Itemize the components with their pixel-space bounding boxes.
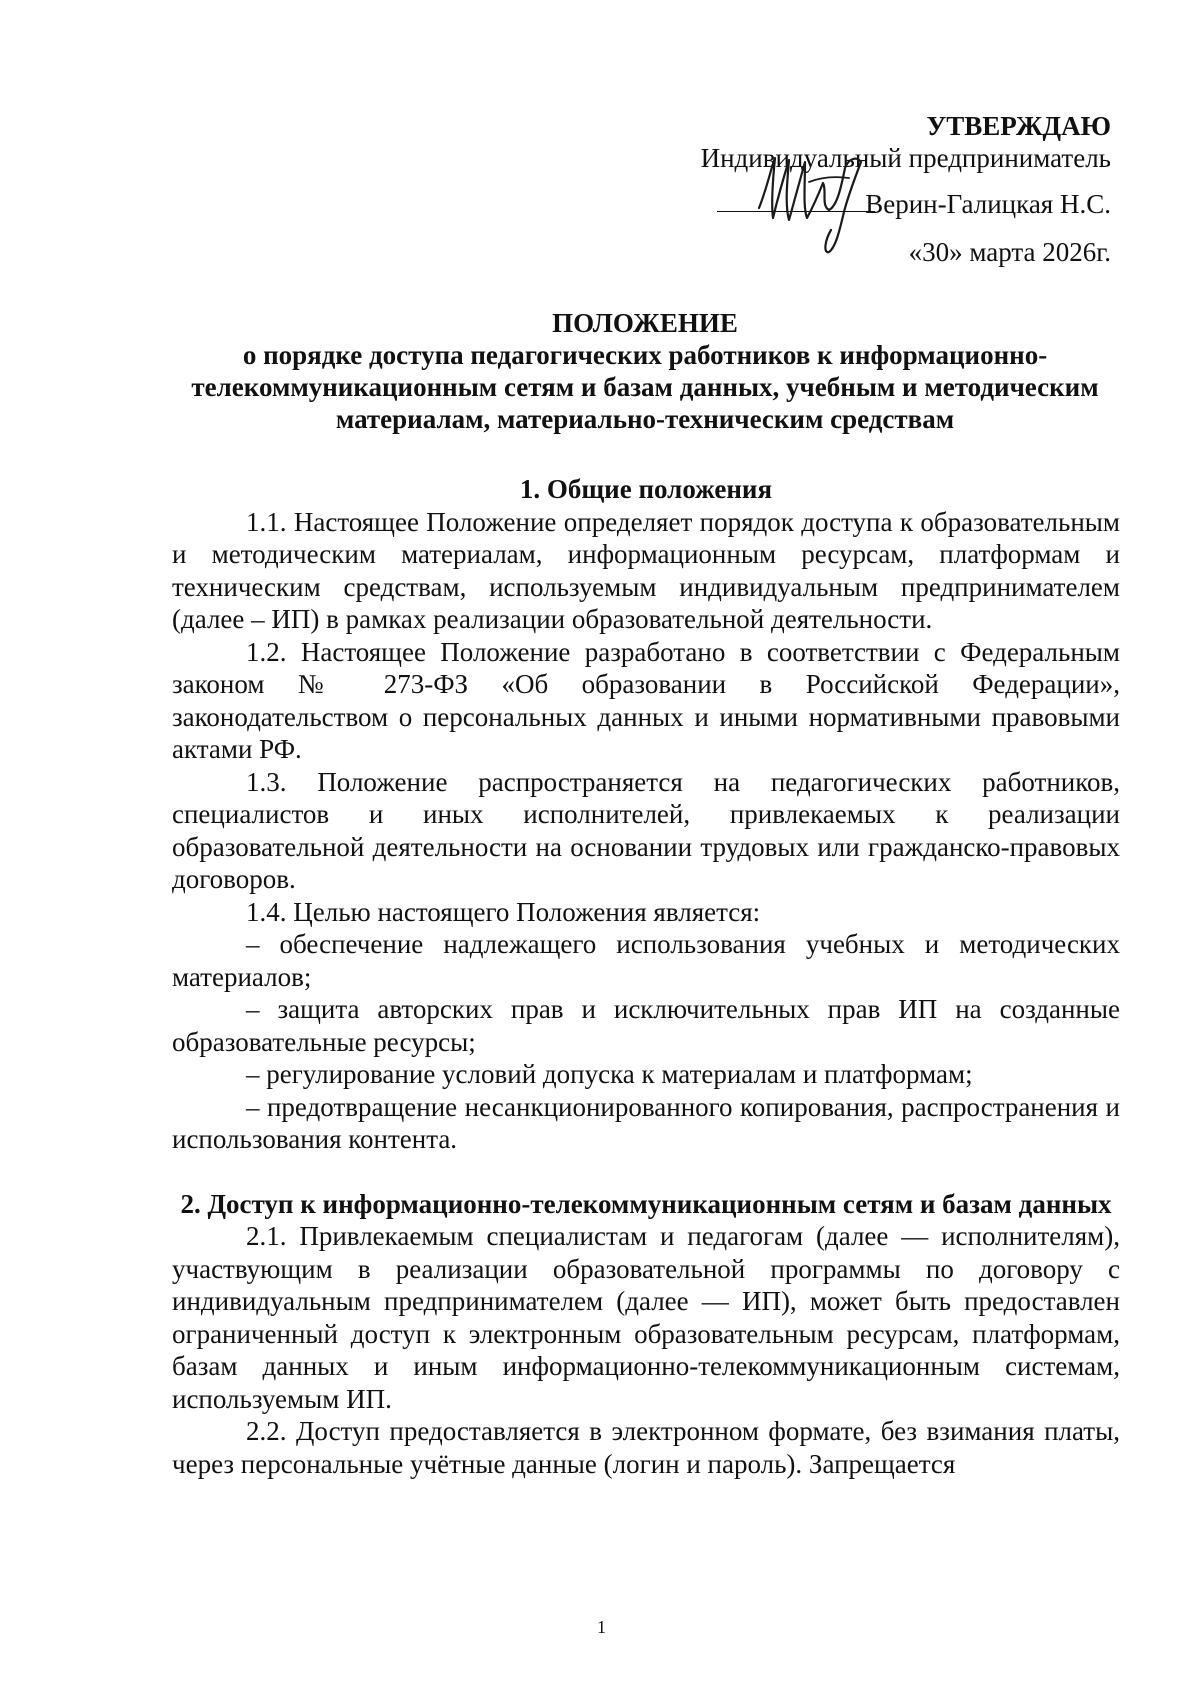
approval-date: «30» марта 2026г. bbox=[908, 237, 1111, 267]
paragraph: 1.4. Целью настоящего Положения является: bbox=[246, 896, 761, 927]
document-title: ПОЛОЖЕНИЕ bbox=[552, 308, 738, 338]
list-item: – защита авторских прав и исключительных прав ИП на созданные образовательные ресурсы; bbox=[172, 994, 1120, 1057]
section-heading: 1. Общие положения bbox=[519, 474, 773, 504]
section-spacer bbox=[172, 1156, 1120, 1188]
approval-title: УТВЕРЖДАЮ bbox=[926, 111, 1111, 141]
list-item: – обеспечение надлежащего использования учебных и методических материалов; bbox=[172, 929, 1120, 992]
paragraph: 1.3. Положение распространяется на педагогических работников, специалистов и иных исполнителей, привлекаемых к реализации образовательной деятельности на основании трудовых или гражданско-правовых договоров. bbox=[172, 766, 1120, 894]
page-number: 1 bbox=[597, 1617, 606, 1637]
list-item: – регулирование условий допуска к материалам и платформам; bbox=[246, 1059, 973, 1089]
handwritten-signature bbox=[749, 148, 879, 258]
signature-line bbox=[631, 174, 1111, 238]
paragraph: 2.2. Доступ предоставляется в электронном формате, без взимания платы, через персональные учётные данные (логин и пароль). Запрещается bbox=[172, 1416, 1120, 1479]
document-subtitle: о порядке доступа педагогических работников к информационно-телекоммуникационным сетям и базам данных, учебным и методическим материалам, материально-техническим средствам bbox=[191, 340, 1099, 434]
approver-position: Индивидуальный предприниматель bbox=[700, 143, 1111, 173]
document-title-block bbox=[170, 307, 1120, 435]
section-heading: 2. Доступ к информационно-телекоммуникационным сетям и базам данных bbox=[180, 1188, 1112, 1219]
approval-block bbox=[631, 110, 1111, 268]
list-item: – предотвращение несанкционированного копирования, распространения и использования контента. bbox=[172, 1091, 1120, 1154]
paragraph: 2.1. Привлекаемым специалистам и педагогам (далее — исполнителям), участвующим в реализации образовательной программы по договору с индивидуальным предпринимателем (далее — ИП), может быть предоставлен ограниченный доступ к электронным образовательным ресурсам, платформам, базам данных и иным информационно-телекоммуникационным системам, используемым ИП. bbox=[172, 1221, 1120, 1414]
signer-name: Верин-Галицкая Н.С. bbox=[865, 189, 1111, 219]
paragraph: 1.1. Настоящее Положение определяет порядок доступа к образовательным и методическим материалам, информационным ресурсам, платформам и техническим средствам, используемым индивидуальным предпринимателем (далее – ИП) в рамках реализации образовательной деятельности. bbox=[172, 506, 1120, 634]
document-body bbox=[172, 473, 1120, 1480]
paragraph: 1.2. Настоящее Положение разработано в соответствии с Федеральным законом № 273-ФЗ «Об образовании в Российской Федерации», законодательством о персональных данных и иными нормативными правовыми актами РФ. bbox=[172, 636, 1120, 764]
